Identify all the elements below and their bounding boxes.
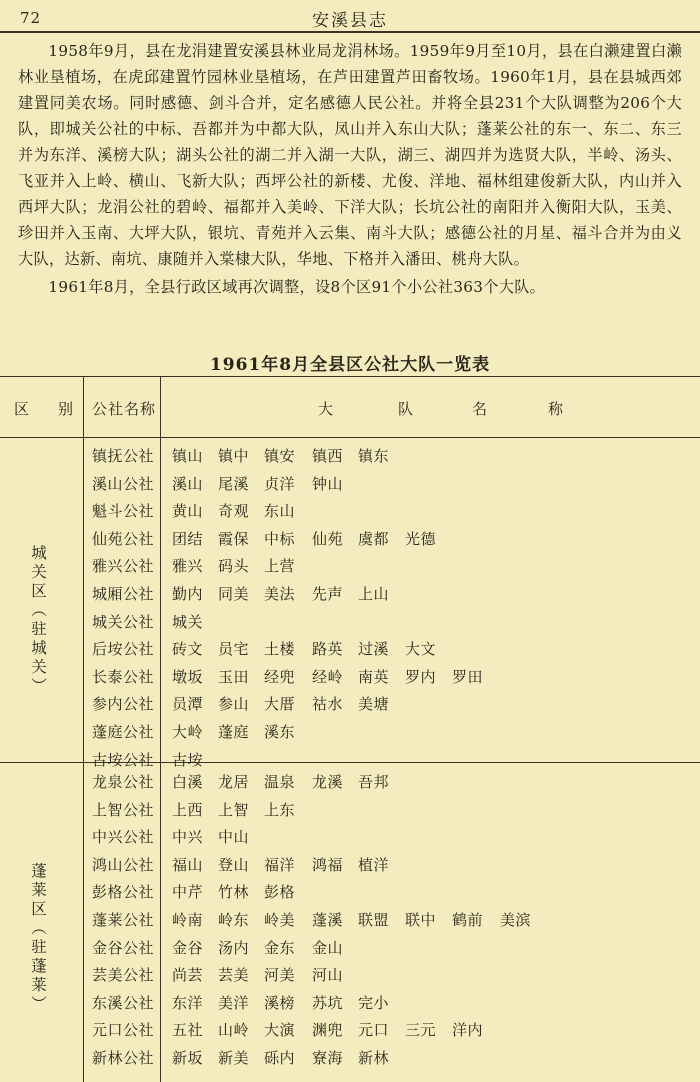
brigade-name: 员宅 [218,640,250,659]
district-char: 驻 [31,620,47,638]
brigade-name: 奇观 [218,502,250,521]
brigade-name: 金谷 [172,938,204,957]
commune-name: 长泰公社 [92,667,155,686]
table-row [0,1019,700,1047]
brigade-name: 团结 [172,529,204,548]
brigade-name: 祜水 [312,695,344,714]
table-row [0,909,700,937]
commune-name: 仙苑公社 [92,529,155,548]
brigade-table [0,376,700,1082]
brigade-name: 山岭 [218,1021,250,1040]
brigade-name: 东洋 [172,993,204,1012]
brigade-name: 东山 [264,502,296,521]
brigade-name: 上东 [264,800,296,819]
table-row [0,964,700,992]
commune-name: 溪山公社 [92,474,155,493]
brigade-name: 城关 [172,612,204,631]
table-row [0,799,700,827]
brigade-name: 龙居 [218,773,250,791]
commune-name: 雅兴公社 [92,557,155,576]
brigade-name: 植洋 [358,855,390,874]
table-top-rule [0,376,700,377]
brigade-name: 墩坂 [172,667,204,686]
paragraph: 1961年8月，全县行政区域再次调整，设8个区91个小公社363个大队。 [48,278,546,296]
brigade-name: 码头 [218,557,250,576]
brigade-name: 霞保 [218,529,250,548]
table-row [0,854,700,882]
brigade-name: 经岭 [312,667,344,686]
table-row [0,528,700,556]
district-char: 城 [31,544,47,562]
commune-name: 蓬庭公社 [92,723,155,741]
brigade-name: 中芹 [172,883,204,902]
brigade-name: 登山 [218,855,250,874]
brigade-name: 苏坑 [312,993,344,1012]
brigade-name: 员潭 [172,695,204,714]
commune-name: 城厢公社 [92,585,155,603]
brigade-name: 大厝 [264,695,296,714]
brigade-name: 蓬庭 [218,723,250,741]
table-row [0,583,700,611]
header-rule [0,31,700,33]
table-row [0,555,700,583]
brigade-name: 金山 [312,938,344,957]
page-header [0,0,700,32]
commune-name: 魁斗公社 [92,502,155,521]
brigade-name: 同美 [218,585,250,603]
brigade-name: 新林 [358,1049,390,1067]
brigade-name: 镇东 [358,447,390,465]
commune-name: 东溪公社 [92,993,155,1012]
commune-name: 新林公社 [92,1049,155,1067]
brigade-name: 岭美 [264,911,296,929]
brigade-name: 上营 [264,557,296,576]
brigade-name: 龙溪 [312,773,344,791]
brigade-name: 溪东 [264,723,296,741]
table-row [0,992,700,1020]
district-char: 城 [31,639,47,657]
commune-name: 古垵公社 [92,750,155,769]
district-char: 蓬 [31,862,47,880]
commune-name: 彭格公社 [92,883,155,902]
brigade-name: 过溪 [358,640,390,659]
brigade-name: 元口 [358,1021,390,1040]
brigade-name: 福洋 [264,855,296,874]
paragraph: 1958年9月，县在龙涓建置安溪县林业局龙涓林场。1959年9月至10月，县在白濑建置白濑林业垦植场，在虎邱建置竹园林业垦植场，在芦田建置芦田畜牧场。1960年1月，县在县城西郊建置同美农场。同时感德、剑斗合并，定名感德人民公社。并将全县231个大队调整为206个大队，即城关公社的中标、吾都并为中都大队，凤山并入东山大队；蓬莱公社的东一、东二、东三并为东洋、溪榜大队；湖头公社的湖二并入湖一大队，湖三、湖四并为选贤大队，半岭、汤头、飞亚并入上岭、横山、飞新大队；西坪公社的新楼、尤俊、洋地、福林组建俊新大队，内山并入西坪大队；龙涓公社的碧岭、福都并入美岭、下洋大队；长坑公社的南阳并入衡阳大队，玉美、珍田并入玉南、大坪大队，银坑、青苑并入云集、南斗大队；感德公社的月星、福斗合并为由义大队，达新、南坑、康随并入棠棣大队，华地、下格并入潘田、桃舟大队。 [18,42,682,268]
header-brigade-names: 大 [318,400,335,418]
brigade-name: 雅兴 [172,557,204,576]
district-char: 莱 [31,881,47,899]
brigade-name: 黄山 [172,502,204,521]
table-row [0,937,700,965]
table-row [0,638,700,666]
page-number: 72 [20,9,42,27]
brigade-name: 玉田 [218,667,250,686]
brigade-name: 土楼 [264,640,296,659]
brigade-name: 大岭 [172,723,204,741]
brigade-name: 罗田 [452,667,484,686]
brigade-name: 白溪 [172,773,204,791]
district-char: 蓬 [31,957,47,975]
brigade-name: 光德 [405,529,437,548]
brigade-name: 美塘 [358,695,390,714]
header-brigade-names: 队 [398,400,415,418]
brigade-name: 联盟 [358,911,390,929]
brigade-name: 上西 [172,800,204,819]
brigade-name: 竹林 [218,883,250,902]
brigade-name: 勤内 [172,585,204,603]
brigade-name: 仙苑 [312,529,344,548]
table-row [0,771,700,799]
commune-name: 芸美公社 [92,966,155,985]
brigade-name: 古垵 [172,750,204,769]
district-char: 区 [31,582,47,600]
table-row [0,826,700,854]
brigade-name: 福山 [172,855,204,874]
district-char: 区 [31,900,47,918]
commune-name: 上智公社 [92,800,155,819]
book-title: 安溪县志 [312,11,388,31]
brigade-name: 贞洋 [264,474,296,493]
brigade-name: 河美 [264,966,296,985]
brigade-name: 河山 [312,966,344,985]
brigade-name: 蓬溪 [312,911,344,929]
brigade-name: 岭东 [218,911,250,929]
commune-name: 后垵公社 [92,640,155,659]
brigade-name: 经兜 [264,667,296,686]
district-char: 驻 [31,938,47,956]
brigade-name: 镇山 [172,447,204,465]
district-char: ︶ [31,677,47,695]
commune-name: 金谷公社 [92,938,155,957]
brigade-name: 温泉 [264,773,296,791]
commune-name: 鸿山公社 [92,855,155,874]
district-char: ︶ [31,995,47,1013]
brigade-name: 岭南 [172,911,204,929]
brigade-name: 吾邦 [358,773,390,791]
brigade-name: 虞都 [358,529,390,548]
brigade-name: 渊兜 [312,1021,344,1040]
brigade-name: 美洋 [218,993,250,1012]
brigade-name: 芸美 [218,966,250,985]
body-text [18,38,682,300]
table-row [0,473,700,501]
district-char: ︵ [31,919,47,937]
brigade-name: 上智 [218,800,250,819]
brigade-name: 镇中 [218,447,250,465]
header-brigade-names: 名 [472,400,489,418]
brigade-name: 尚芸 [172,966,204,985]
brigade-name: 中兴 [172,828,204,847]
commune-name: 参内公社 [92,695,155,714]
brigade-name: 溪山 [172,474,204,493]
brigade-name: 砾内 [264,1049,296,1067]
brigade-name: 新美 [218,1049,250,1067]
commune-name: 元口公社 [92,1021,155,1040]
district-char: 关 [31,658,47,676]
brigade-name: 镇安 [264,447,296,465]
brigade-name: 镇西 [312,447,344,465]
brigade-name: 大文 [405,640,437,659]
header-brigade-names: 称 [548,400,565,418]
brigade-name: 南英 [358,667,390,686]
brigade-name: 参山 [218,695,250,714]
brigade-name: 罗内 [405,667,437,686]
brigade-name: 寮海 [312,1049,344,1067]
table-row [0,500,700,528]
brigade-name: 鸿福 [312,855,344,874]
header-district: 别 [58,400,75,418]
brigade-name: 美法 [264,585,296,603]
table-row [0,611,700,639]
brigade-name: 上山 [358,585,390,603]
brigade-name: 新坂 [172,1049,204,1067]
brigade-name: 联中 [405,911,437,929]
table-row [0,721,700,749]
district-char: 关 [31,563,47,581]
brigade-name: 鹤前 [452,911,484,929]
brigade-name: 尾溪 [218,474,250,493]
commune-name: 蓬莱公社 [92,911,155,929]
brigade-name: 三元 [405,1021,437,1040]
table-header-rule [0,437,700,438]
brigade-name: 五社 [172,1021,204,1040]
district-char: ︵ [31,601,47,619]
table-row [0,881,700,909]
brigade-name: 先声 [312,585,344,603]
table-row [0,693,700,721]
brigade-name: 完小 [358,993,390,1012]
commune-name: 中兴公社 [92,828,155,847]
table-row [0,1047,700,1075]
brigade-name: 溪榜 [264,993,296,1012]
brigade-name: 美滨 [500,911,532,929]
commune-name: 镇抚公社 [92,447,155,465]
brigade-name: 彭格 [264,883,296,902]
brigade-name: 砖文 [172,640,204,659]
table-row [0,445,700,473]
table-row [0,666,700,694]
brigade-name: 中标 [264,529,296,548]
brigade-name: 中山 [218,828,250,847]
brigade-name: 大演 [264,1021,296,1040]
commune-name: 城关公社 [92,612,155,631]
brigade-name: 洋内 [452,1021,484,1040]
brigade-name: 汤内 [218,938,250,957]
commune-name: 龙泉公社 [92,773,155,791]
header-district: 区 [14,400,31,418]
brigade-name: 金东 [264,938,296,957]
brigade-name: 路英 [312,640,344,659]
header-commune-name: 公社名称 [92,400,157,418]
table-title: 1961年8月全县区公社大队一览表 [209,355,491,375]
brigade-name: 钟山 [312,474,344,493]
district-char: 莱 [31,976,47,994]
